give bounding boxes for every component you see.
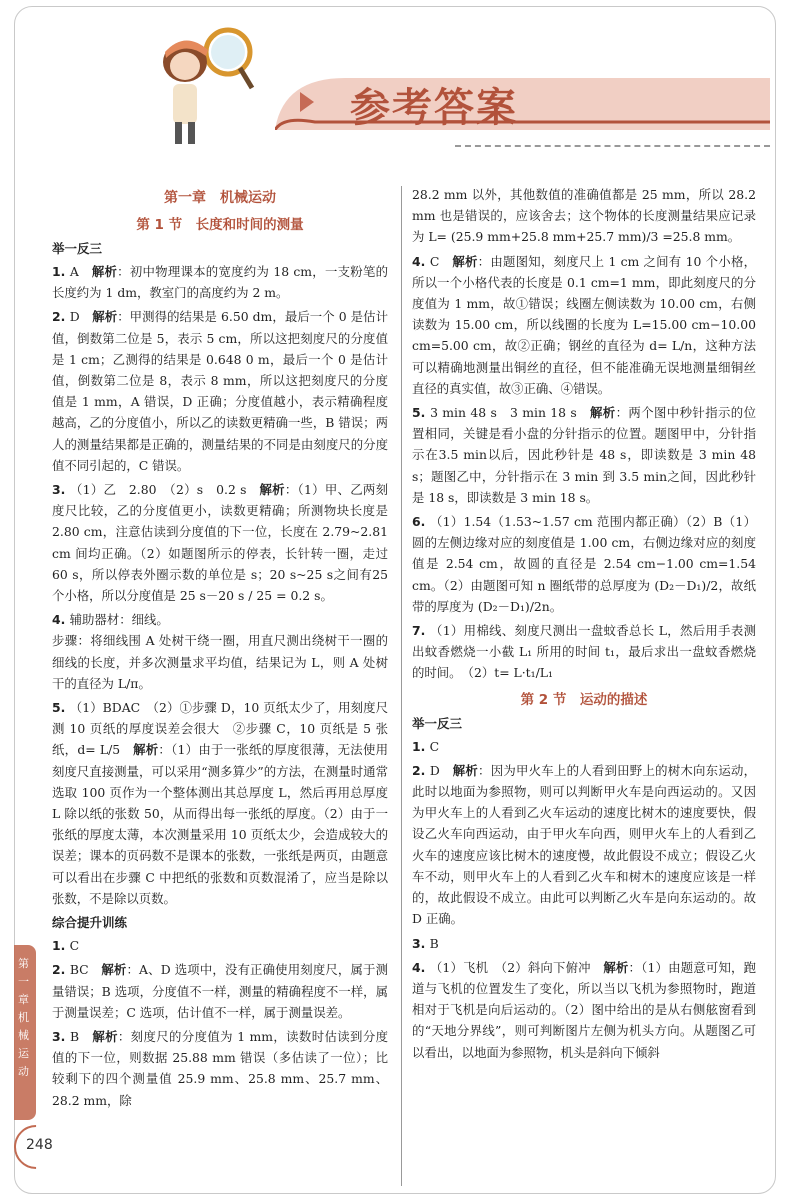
answer-item: 7. （1）用棉线、刻度尺测出一盘蚊香总长 L，然后用手表测出蚊香燃烧一小截 L₁ 所用的时间 t₁，最后求出一盘蚊香燃烧的时间。 （2）t= L·t₁/L₁ (412, 623, 756, 681)
subsection-heading: 举一反三 (52, 241, 103, 256)
chapter-heading: 第一章 机械运动 (164, 190, 276, 206)
answer-item: 1. C (52, 938, 80, 954)
answer-item: 3. B (412, 935, 439, 951)
answer-item: 4. 辅助器材：细线。 步骤：将细线围 A 处树干绕一圈，用直尺测出绕树干一圈的细线的长度，并多次测量求平均值，结果记为 L，则 A 处树干的直径为 L/π。 (52, 612, 388, 691)
answer-item: 2. BC 解析：A、D 选项中，没有正确使用刻度尺，属于测量错误；B 选项，分度值不一样，测量的精确程度不一样，属于测量误差；C 选项，估计值不一样，属于测量误差。 (52, 962, 388, 1020)
right-column (412, 183, 756, 1066)
chapter-side-tab: 第一章 机械运动 (14, 945, 36, 1120)
answer-item: 5. 3 min 48 s 3 min 18 s 解析：两个图中秒针指示的位置相同，关键是看小盘的分针指示的位置。题图甲中，分针指示在3.5 min以后，因此秒针是 48 s，即读数是 3 min 48 s；题图乙中，分针指示在 3 min 到 3.5 min之间，因此秒针是 18 s，即读数是 3 min 18 s。 (412, 405, 756, 505)
answer-item: 5. （1）BDAC （2）①步骤 D，10 页纸太少了，用刻度尺测 10 页纸的厚度误差会很大 ②步骤 C，10 页纸是 5 张纸，d= L/5 解析：（1）由于一张纸的厚度很薄，无法使用刻度尺直接测量，可以采用“测多算少”的方法，在测量时通常选取 100 页作为一个整体测出其总厚度 L，然后再用总厚度 L 除以纸的张数 50，从而得出每一张纸的厚度。（2）由于一张纸的厚度太薄，本次测量采用 10 页纸太少，会造成较大的误差；课本的页码数不是课本的张数，一张纸是两页，由题意可以看出在步骤 C 中把纸的张数和页数混淆了，应当是除以张数，不是除以页数。 (52, 700, 389, 906)
column-divider (401, 186, 402, 1186)
answer-item: 2. D 解析：甲测得的结果是 6.50 dm，最后一个 0 是估计值，倒数第二位是 5，表示 5 cm，所以这把刻度尺的分度值是 1 cm；乙测得的结果是 0.648 0 m，最后一个 0 是估计值，倒数第二位是 8，表示 8 mm，所以这把刻度尺的分度值是 1 mm，A 错误，D 正确；分度值越小，表示精确程度越高，乙的分度值小，所以乙的读数更精确一些，B 错误；两人的测量结果都是正确的，测量结果的不同是由刻度尺的分度值不同引起的，C 错误。 (52, 309, 388, 473)
page-number: 248 (26, 1137, 53, 1153)
answer-item: 6. （1）1.54（1.53~1.57 cm 范围内都正确）（2）B（1）圆的左侧边缘对应的刻度值是 1.00 cm，右侧边缘对应的刻度值是 2.54 cm，故圆的直径是 2.54 cm−1.00 cm=1.54 cm。（2）由题图可知 n 圈纸带的总厚度为 (D₂－D₁)/2，故纸带的厚度为 (D₂－D₁)/2n。 (412, 514, 756, 614)
answer-item: 1. A 解析：初中物理课本的宽度约为 18 cm，一支粉笔的长度约为 1 dm，教室门的高度约为 2 m。 (52, 264, 388, 301)
answer-item: 4. C 解析：由题图知，刻度尺上 1 cm 之间有 10 个小格，所以一个小格代表的长度是 0.1 cm=1 mm，即此刻度尺的分度值为 1 mm，故①错误；线圈左侧读数为 10.00 cm，右侧读数为 15.00 cm，所以线圈的长度为 L=15.00 cm−10.00 cm=5.00 cm，故②正确；钢丝的直径为 d= L/n，这种方法可以精确地测量出铜丝的直径，但不能准确无误地测量细铜丝直径的真实值，故③正确、④错误。 (412, 253, 756, 396)
answer-item: 3. B 解析：刻度尺的分度值为 1 mm，读数时估读到分度值的下一位，则数据 25.88 mm 错误（多估读了一位）；比较剩下的四个测量值 25.9 mm、25.8 mm、25.7 mm、28.2 mm，除 (52, 1028, 388, 1108)
page-title: 参考答案 (350, 85, 518, 131)
section-heading: 第 1 节 长度和时间的测量 (136, 217, 304, 233)
subsection-heading: 举一反三 (412, 715, 463, 731)
section-heading: 第 2 节 运动的描述 (520, 691, 648, 708)
answer-item: 3. （1）乙 2.80 （2）s 0.2 s 解析：（1）甲、乙两刻度尺比较，乙的分度值更小，读数更精确；所测物块长度是 2.80 cm，注意估读到分度值的下一位，长度在 2.79~2.81 cm 间均正确。（2）如题图所示的停表，长针转一圈，走过 60 s，所以停表外圈示数的单位是 s；20 s~25 s之间有25 个小格，所以分度值是 25 s－20 s / 25 = 0.2 s。 (52, 482, 388, 604)
answer-item: 1. C (412, 738, 440, 754)
left-column (52, 186, 388, 1114)
subsection-heading: 综合提升训练 (52, 915, 128, 931)
title-dashed-rule (455, 145, 770, 147)
answer-item: 4. （1）飞机 （2）斜向下俯冲 解析：（1）由题意可知，跑道与飞机的位置发生了变化，所以当以飞机为参照物时，跑道相对于飞机是向后运动的。（2）图中给出的是从右侧舷窗看到的“天地分界线”，则可判断图片左侧为机头方向。从题图乙可以看出，以地面为参照物，机头是斜向下倾斜 (412, 959, 757, 1060)
detective-girl-illustration (140, 22, 290, 150)
continued-text: 28.2 mm 以外，其他数值的准确值都是 25 mm，所以 28.2 mm 也是错误的，应该舍去；这个物体的长度测量结果应记录为 L= (25.9 mm+25.8 mm+25.7 mm)/3 =25.8 mm。 (412, 187, 756, 245)
answer-item: 2. D 解析：因为甲火车上的人看到田野上的树木向东运动，此时以地面为参照物，则可以判断甲火车是向西运动的。又因为甲火车上的人看到乙火车运动的速度比树木的速度要快，假设乙火车向西运动，由于甲火车向西，则甲火车上的人看到乙火车的速度应该比树木的速度慢，故此假设不成立；假设乙火车不动，则甲火车上的人看到乙火车和树木的速度应该是一样的，故此假设不成立。由此可以判断乙火车是向东运动的。故 D 正确。 (412, 762, 757, 927)
title-arrow-icon (300, 92, 314, 112)
